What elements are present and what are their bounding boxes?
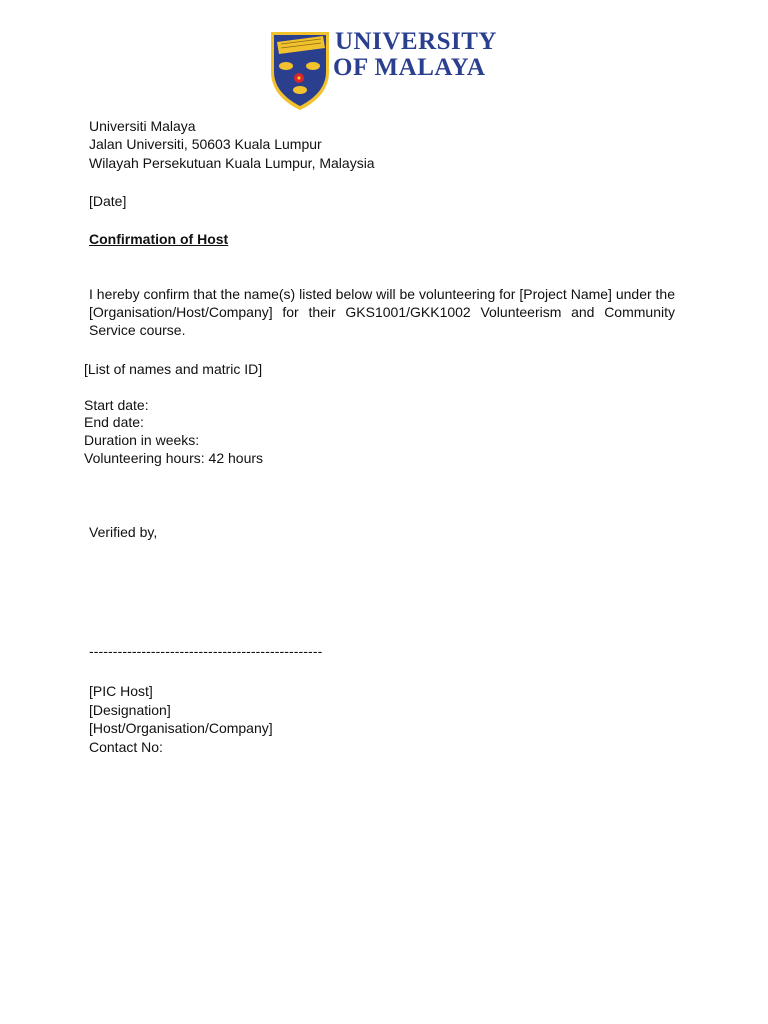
address-line-3: Wilayah Persekutuan Kuala Lumpur, Malaysia	[89, 155, 375, 171]
paragraph-line-3: Service course.	[89, 322, 186, 339]
paragraph-line-2: [Organisation/Host/Company] for their GKS1001/GKK1002 Volunteerism and Community	[89, 304, 675, 321]
address-line-2: Jalan Universiti, 50603 Kuala Lumpur	[89, 136, 322, 152]
university-logo	[269, 30, 499, 112]
logo-line-1: UNIVERSITY	[335, 28, 497, 55]
volunteering-hours: Volunteering hours: 42 hours	[84, 450, 264, 466]
signature-line: -------------------------------------------------	[89, 643, 323, 659]
verified-by-label: Verified by,	[89, 524, 158, 540]
pic-host: [PIC Host]	[89, 683, 153, 699]
date-placeholder: [Date]	[89, 193, 127, 209]
contact-number-label: Contact No:	[89, 739, 163, 755]
names-placeholder: [List of names and matric ID]	[84, 361, 263, 377]
document-title: Confirmation of Host	[89, 231, 229, 247]
confirmation-paragraph	[89, 285, 675, 340]
end-date-label: End date:	[84, 414, 144, 430]
logo-line-2: OF MALAYA	[333, 54, 486, 81]
university-crest-icon	[269, 30, 331, 112]
start-date-label: Start date:	[84, 397, 149, 413]
host-organisation: [Host/Organisation/Company]	[89, 720, 273, 736]
address-line-1: Universiti Malaya	[89, 118, 196, 134]
paragraph-line-1: I hereby confirm that the name(s) listed below will be volunteering for [Project Name] under the	[89, 286, 675, 302]
duration-label: Duration in weeks:	[84, 432, 200, 448]
designation: [Designation]	[89, 702, 171, 718]
